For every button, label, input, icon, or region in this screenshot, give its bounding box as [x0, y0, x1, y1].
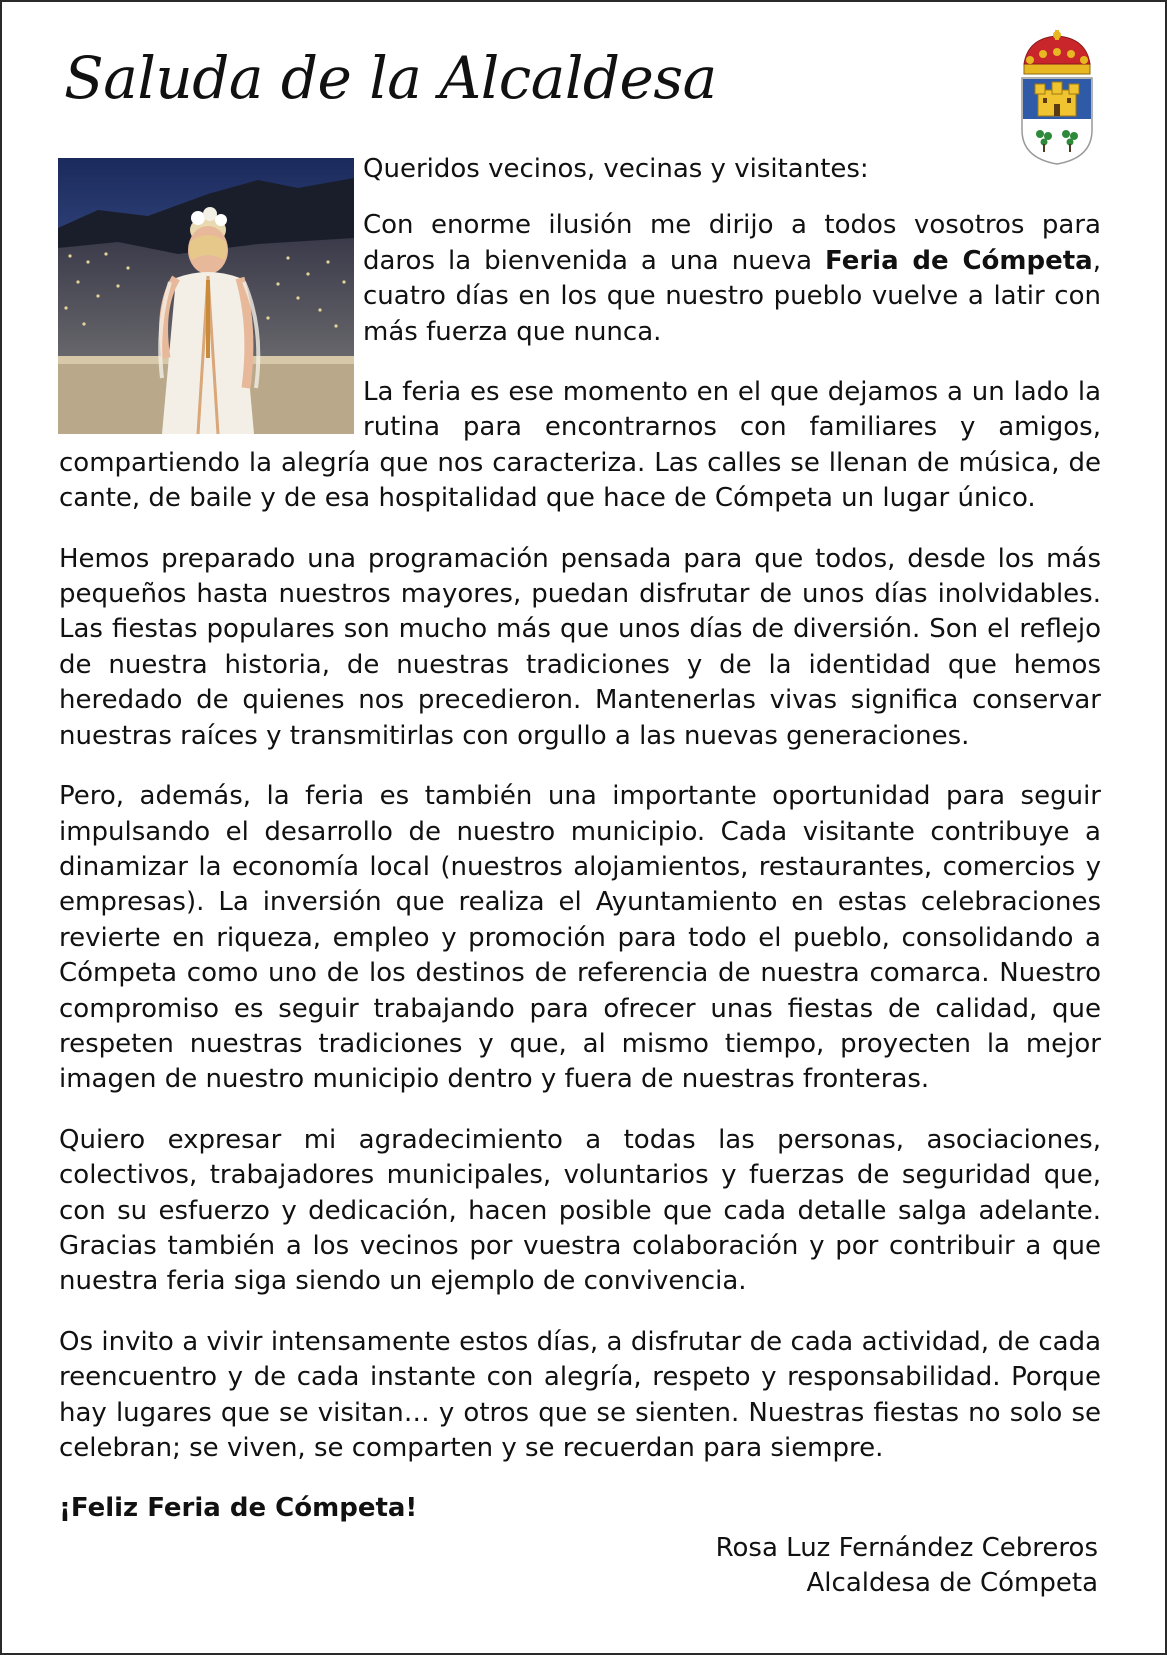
greeting: Queridos vecinos, vecinas y visitantes: [363, 154, 869, 184]
photo-spacer [59, 152, 359, 438]
coat-of-arms-icon [1018, 30, 1096, 166]
paragraph-6: Os invito a vivir intensamente estos días, a disfrutar de cada actividad, de cada reencuentro y de cada instante con alegría, respeto y responsabilidad. Porque hay lugares que se visitan… y otros que se sienten. Nuestras fiestas no solo se celebran; se viven, se comparten y se recuerdan para siempre. [59, 1326, 1101, 1463]
feria-highlight: Feria de Cómpeta [825, 245, 1093, 276]
paragraph-5: Quiero expresar mi agradecimiento a todas las personas, asociaciones, colectivos, trabajadores municipales, voluntarios y fuerzas de seguridad que, con su esfuerzo y dedicación, hacen posible que cada detalle salga adelante. Gracias también a los vecinos por vuestra colaboración y por contribuir a que nuestra feria siga siendo un ejemplo de convivencia. [59, 1124, 1101, 1297]
closing-line: ¡Feliz Feria de Cómpeta! [59, 1493, 418, 1524]
letter-body [59, 152, 1101, 1552]
paragraph-1-text-b: , cuatro días en los que nuestro pueblo vuelve a latir con más fuerza que nunca. [363, 245, 1101, 347]
signature-role: Alcaldesa de Cómpeta [806, 1568, 1098, 1599]
paragraph-2: La feria es ese momento en el que dejamos a un lado la rutina para encontrarnos con familiares y amigos, compartiendo la alegría que nos caracteriza. Las calles se llenan de música, de cante, de baile y de esa hospitalidad que hace de Cómpeta un lugar único. [59, 377, 1101, 514]
paragraph-3: Hemos preparado una programación pensada para que todos, desde los más pequeños hasta nuestros mayores, puedan disfrutar de unos días inolvidables. Las fiestas populares son mucho más que unos días de diversión. Son el reflejo de nuestra historia, de nuestras tradiciones y de la identidad que hemos heredado de quienes nos precedieron. Mantenerlas vivas significa conservar nuestras raíces y transmitirlas con orgullo a las nuevas generaciones. [59, 543, 1101, 751]
paragraph-4: Pero, además, la feria es también una importante oportunidad para seguir impulsando el desarrollo de nuestro municipio. Cada visitante contribuye a dinamizar la economía local (nuestros alojamientos, restaurantes, comercios y empresas). La inversión que realiza el Ayuntamiento en estas celebraciones revierte en riqueza, empleo y promoción para todo el pueblo, consolidando a Cómpeta como uno de los destinos de referencia de nuestra comarca. Nuestro compromiso es seguir trabajando para ofrecer unas fiestas de calidad, que respeten nuestras tradiciones y que, al mismo tiempo, proyecten la mejor imagen de nuestro municipio dentro y fuera de nuestras fronteras. [59, 781, 1101, 1095]
signature-name: Rosa Luz Fernández Cebreros [715, 1533, 1098, 1563]
signature-block [716, 1531, 1098, 1602]
paragraph-1-text-a: Con enorme ilusión me dirijo a todos vosotros para daros la bienvenida a una nueva [363, 210, 1101, 276]
page-title: Saluda de la Alcaldesa [64, 44, 717, 112]
